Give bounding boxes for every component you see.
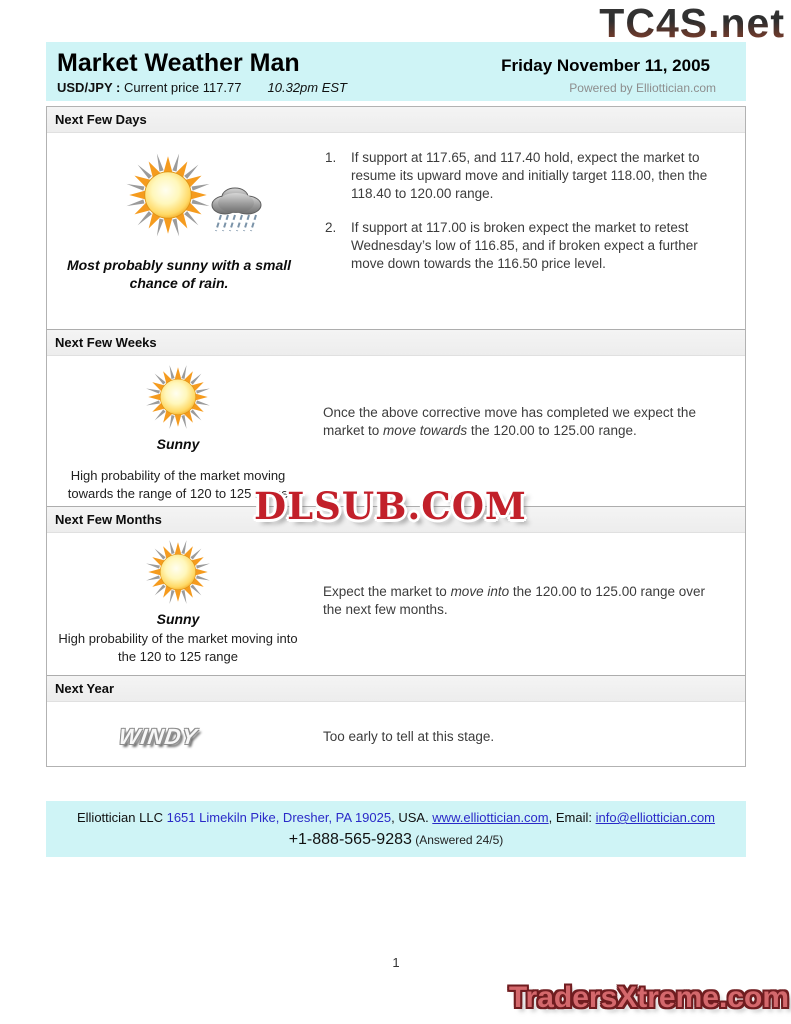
email-label: , Email: [548,810,596,825]
forecast-subcaption-months: High probability of the market moving into the 120 to 125 range [58,631,298,664]
current-price: Current price 117.77 [120,80,242,95]
list-item-text: If support at 117.00 is broken expect the market to retest Wednesday’s low of 116.85, and if broken expect a further move down towards the 116.50 price level. [351,220,698,271]
address-suffix: , USA. [391,810,433,825]
phone-number: +1-888-565-9283 [288,831,412,848]
forecast-visual-months [47,533,309,675]
report-content [46,42,746,857]
website-link[interactable]: www.elliottician.com [432,810,549,825]
list-item [325,219,727,273]
forecast-caption-days: Most probably sunny with a small chance of rain. [66,257,292,291]
forecast-table [46,106,746,767]
section-header-next-few-days: Next Few Days [47,107,745,133]
report-date: Friday November 11, 2005 [501,56,710,75]
report-header [46,42,746,101]
section-body-next-few-months [47,533,745,675]
page-title: Market Weather Man [57,49,300,77]
list-item-number: 2. [325,220,337,235]
paragraph-emphasis: move towards [383,423,468,438]
tradersxtreme-watermark: TradersXtreme.com [508,981,789,1014]
list-item-text: If support at 117.65, and 117.40 hold, expect the market to resume its upward move and initially target 118.00, then the 118.40 to 120.00 range. [351,150,708,201]
report-footer [46,801,746,857]
phone-availability: (Answered 24/5) [411,833,504,847]
section-header-next-few-months: Next Few Months [47,506,745,533]
rain-cloud-icon [212,188,261,231]
forecast-list [325,149,727,273]
sun-rain-icon [47,149,311,246]
forecast-text-days [311,133,745,329]
email-link[interactable]: info@elliottician.com [595,810,716,825]
paragraph-text: Too early to tell at this stage. [323,729,495,744]
section-body-next-few-days [47,133,745,329]
paragraph-pre: Once the above corrective move has completed we expect the market to [323,405,696,438]
company-address: 1651 Limekiln Pike, Dresher, PA 19025 [166,810,392,825]
pair-price-line [57,80,347,95]
dlsub-watermark: DLSUB.COM [254,484,527,528]
paragraph-emphasis: move into [450,584,510,599]
paragraph-pre: Expect the market to [323,584,451,599]
windy-icon: WINDY [117,724,199,749]
company-name: Elliottician LLC [76,810,167,825]
section-body-next-year [47,702,745,766]
forecast-text-months [309,533,745,675]
footer-phone-line [46,831,746,849]
page-number: 1 [392,955,400,970]
forecast-visual-year [47,702,309,766]
pair-label: USD/JPY : [57,80,121,95]
paragraph-post: the 120.00 to 125.00 range. [467,423,637,438]
sun-icon [47,364,309,435]
forecast-caption-months: Sunny [156,611,200,627]
sun-icon [47,539,309,610]
forecast-subcaption-weeks: High probability of the market moving towards the range of 120 to 125 range [67,468,289,501]
tc4s-watermark-logo: TC4S.net [599,0,785,46]
quote-time: 10.32pm EST [267,80,348,95]
footer-contact-line [46,810,746,825]
list-item [325,149,727,203]
powered-by: Powered by Elliottician.com [569,81,716,95]
forecast-caption-weeks: Sunny [156,436,200,452]
paragraph-post: the 120.00 to 125.00 range over the next few months. [323,584,705,617]
section-header-next-year: Next Year [47,675,745,702]
forecast-visual-days [47,133,311,329]
forecast-text-year [309,702,745,766]
section-header-next-few-weeks: Next Few Weeks [47,329,745,356]
list-item-number: 1. [325,150,337,165]
